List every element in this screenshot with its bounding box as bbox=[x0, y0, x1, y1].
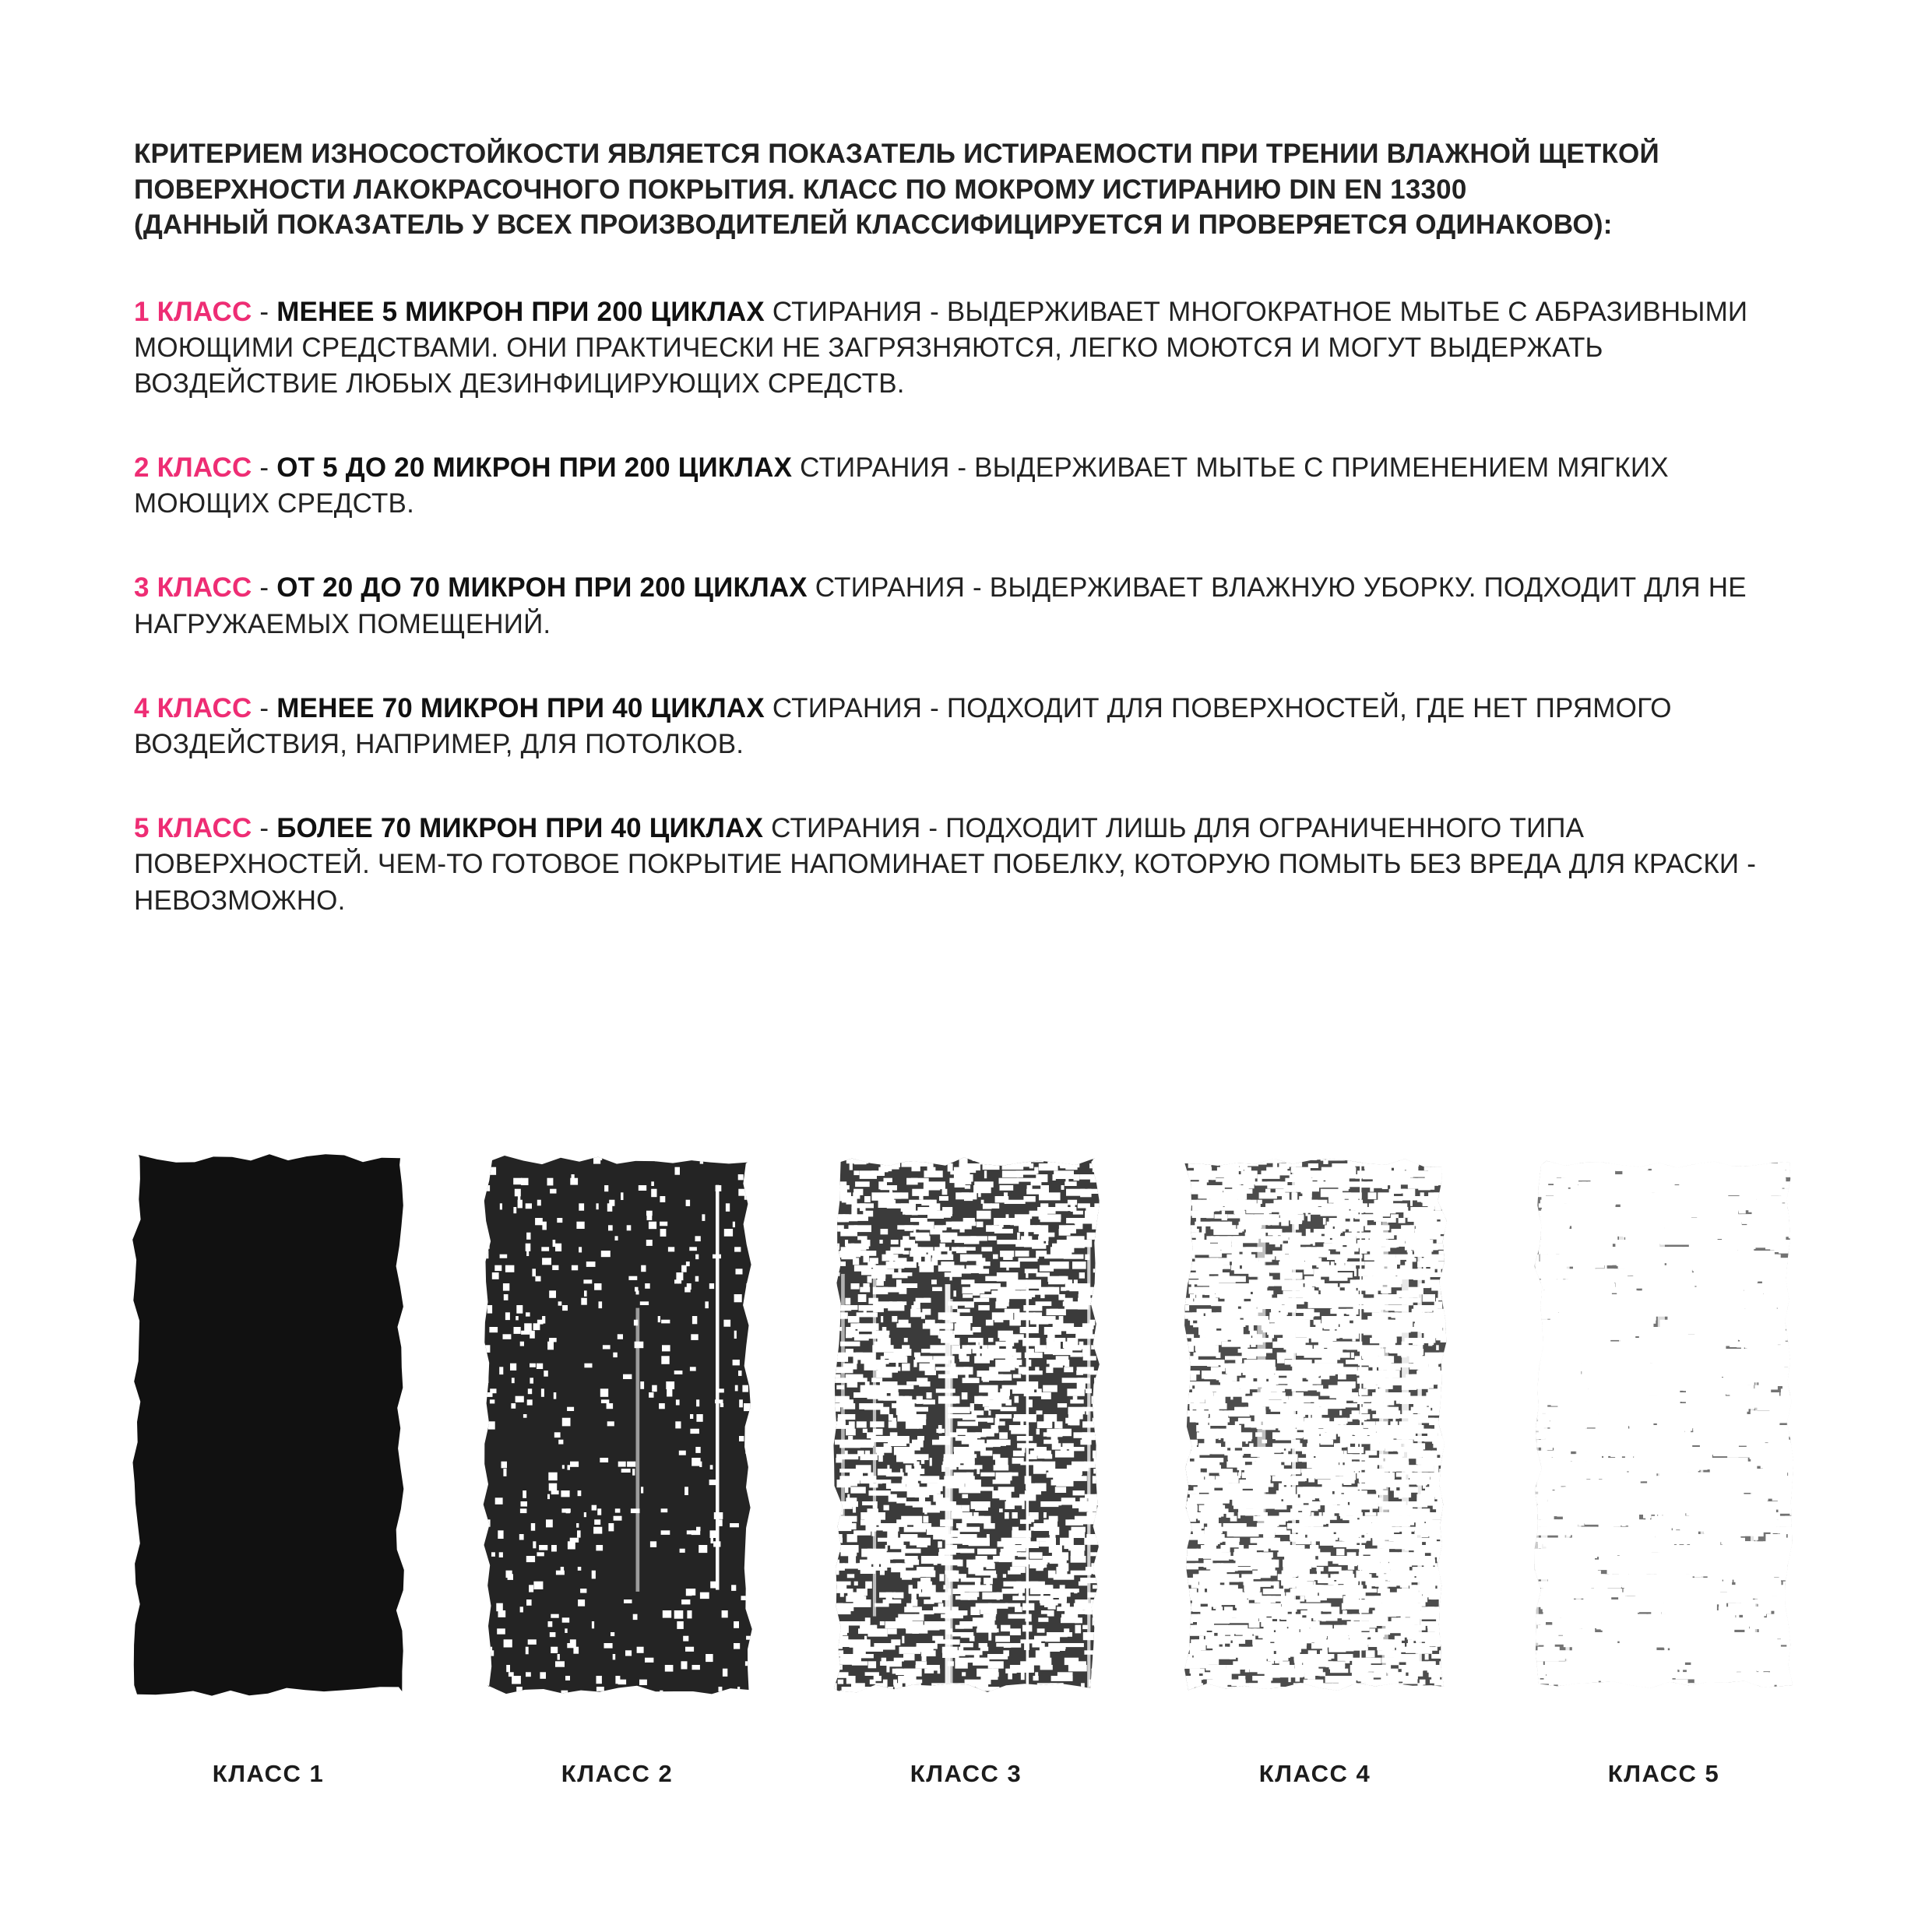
swatch-label: КЛАСС 5 bbox=[1607, 1760, 1720, 1787]
class-dash: - bbox=[252, 296, 277, 327]
class-spec: МЕНЕЕ 70 МИКРОН ПРИ 40 ЦИКЛАХ bbox=[276, 692, 765, 723]
class-label: 1 КЛАСС bbox=[134, 296, 252, 327]
class-dash: - bbox=[252, 572, 277, 604]
class-spec: ОТ 5 ДО 20 МИКРОН ПРИ 200 ЦИКЛАХ bbox=[276, 452, 793, 484]
class-label: 2 КЛАСС bbox=[134, 452, 252, 484]
class-item-5 bbox=[134, 811, 1800, 919]
class-item-3 bbox=[134, 570, 1800, 642]
swatch-label: КЛАСС 4 bbox=[1258, 1760, 1371, 1787]
swatch-label: КЛАСС 2 bbox=[561, 1760, 674, 1787]
class-description: СТИРАНИЯ - ВЫДЕРЖИВАЕТ ВЛАЖНУЮ УБОРКУ. ПОДХОДИТ ДЛЯ НЕ НАГРУЖАЕМЫХ ПОМЕЩЕНИЙ. bbox=[134, 572, 1747, 639]
swatch-label: КЛАСС 1 bbox=[212, 1760, 325, 1787]
class-label: 4 КЛАСС bbox=[134, 692, 252, 723]
swatch-column-1 bbox=[94, 1153, 443, 1788]
paint-swatch-icon bbox=[132, 1153, 405, 1698]
swatch-column-2 bbox=[443, 1153, 792, 1788]
class-description: СТИРАНИЯ - ПОДХОДИТ ЛИШЬ ДЛЯ ОГРАНИЧЕННОГО ТИПА ПОВЕРХНОСТЕЙ. ЧЕМ-ТО ГОТОВОЕ ПОКРЫТИЕ НАПОМИНАЕТ ПОБЕЛКУ, КОТОРУЮ ПОМЫТЬ БЕЗ ВРЕДА ДЛЯ КРАСКИ - НЕВОЗМОЖНО. bbox=[134, 813, 1757, 916]
class-dash: - bbox=[252, 813, 277, 844]
swatch-row bbox=[0, 1153, 1932, 1822]
class-item-2 bbox=[134, 450, 1800, 522]
class-description: СТИРАНИЯ - ВЫДЕРЖИВАЕТ МНОГОКРАТНОЕ МЫТЬЕ С АБРАЗИВНЫМИ МОЮЩИМИ СРЕДСТВАМИ. ОНИ ПРАКТИЧЕСКИ НЕ ЗАГРЯЗНЯЮТСЯ, ЛЕГКО МОЮТСЯ И МОГУТ ВЫДЕРЖАТЬ ВОЗДЕЙСТВИЕ ЛЮБЫХ ДЕЗИНФИЦИРУЮЩИХ СРЕДСТВ. bbox=[134, 296, 1748, 399]
paint-swatch-icon bbox=[1179, 1153, 1452, 1698]
class-spec: ОТ 20 ДО 70 МИКРОН ПРИ 200 ЦИКЛАХ bbox=[276, 572, 808, 604]
intro-line-1: КРИТЕРИЕМ ИЗНОСОСТОЙКОСТИ ЯВЛЯЕТСЯ ПОКАЗАТЕЛЬ ИСТИРАЕМОСТИ ПРИ ТРЕНИИ ВЛАЖНОЙ ЩЕТКОЙ ПОВЕРХНОСТИ ЛАКОКРАСОЧНОГО ПОКРЫТИЯ. КЛАСС ПО МОКРОМУ ИСТИРАНИЮ DIN EN 13300 bbox=[134, 139, 1659, 205]
paint-swatch-icon bbox=[481, 1153, 754, 1698]
paint-swatch-icon bbox=[830, 1153, 1103, 1698]
intro-text bbox=[134, 136, 1800, 243]
class-list bbox=[134, 294, 1800, 919]
class-description: СТИРАНИЯ - ПОДХОДИТ ДЛЯ ПОВЕРХНОСТЕЙ, ГДЕ НЕТ ПРЯМОГО ВОЗДЕЙСТВИЯ, НАПРИМЕР, ДЛЯ ПОТОЛКОВ. bbox=[134, 692, 1672, 759]
class-item-1 bbox=[134, 294, 1800, 403]
swatch-column-5 bbox=[1490, 1153, 1839, 1788]
swatch-column-3 bbox=[792, 1153, 1141, 1788]
class-dash: - bbox=[252, 692, 277, 723]
swatch-column-4 bbox=[1141, 1153, 1490, 1788]
class-dash: - bbox=[252, 452, 277, 484]
paint-swatch-icon bbox=[1528, 1153, 1800, 1698]
class-spec: БОЛЕЕ 70 МИКРОН ПРИ 40 ЦИКЛАХ bbox=[276, 813, 764, 844]
class-spec: МЕНЕЕ 5 МИКРОН ПРИ 200 ЦИКЛАХ bbox=[276, 296, 765, 327]
class-description: СТИРАНИЯ - ВЫДЕРЖИВАЕТ МЫТЬЕ С ПРИМЕНЕНИЕМ МЯГКИХ МОЮЩИХ СРЕДСТВ. bbox=[134, 452, 1669, 519]
class-label: 3 КЛАСС bbox=[134, 572, 252, 604]
swatch-label: КЛАСС 3 bbox=[910, 1760, 1022, 1787]
class-label: 5 КЛАСС bbox=[134, 813, 252, 844]
intro-line-2: (ДАННЫЙ ПОКАЗАТЕЛЬ У ВСЕХ ПРОИЗВОДИТЕЛЕЙ КЛАССИФИЦИРУЕТСЯ И ПРОВЕРЯЕТСЯ ОДИНАКОВО): bbox=[134, 209, 1613, 240]
class-item-4 bbox=[134, 691, 1800, 762]
